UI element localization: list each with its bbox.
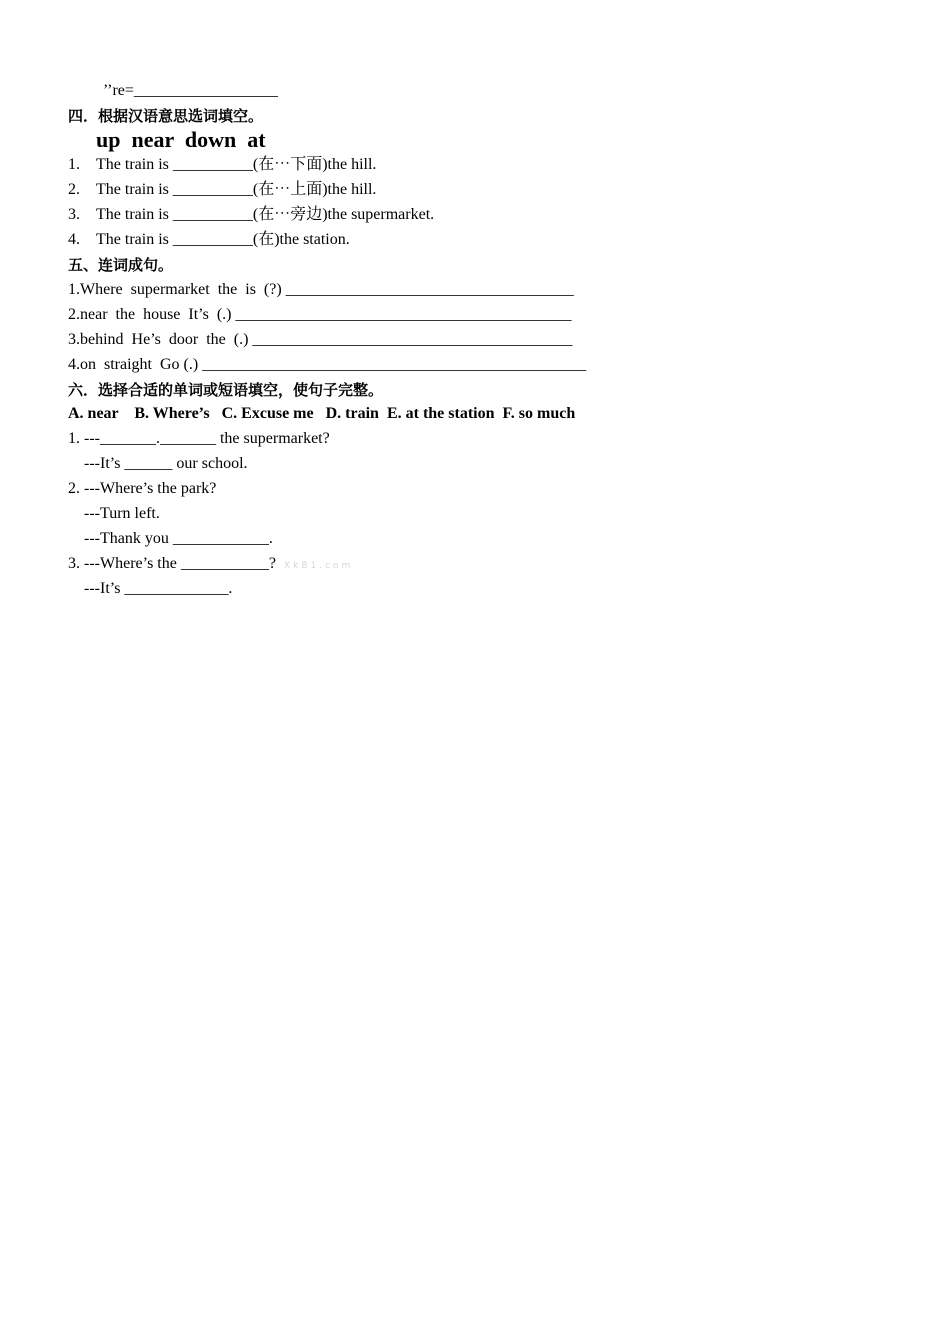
s5-item-4: 4.on straight Go (.) ________________________________________________ — [68, 356, 587, 373]
s4-item-3: 3. The train is __________(在⋯旁边)the supermarket. — [68, 206, 435, 223]
s4-item-2: 2. The train is __________(在⋯上面)the hill. — [68, 181, 377, 198]
section-6-title: 六．选择合适的单词或短语填空，使句子完整。 — [68, 381, 384, 399]
s5-item-1: 1.Where supermarket the is (?) ____________________________________ — [68, 281, 574, 298]
s4-item-4: 4. The train is __________(在)the station. — [68, 231, 350, 248]
watermark: XkB1.com — [283, 561, 354, 571]
s6-line-2: ---It’s ______ our school. — [68, 455, 248, 472]
s5-item-2: 2.near the house It’s (.) __________________________________________ — [68, 306, 572, 323]
s6-line-3: 2. ---Where’s the park? — [68, 480, 217, 497]
s6-line-1: 1. ---_______._______ the supermarket? — [68, 430, 330, 447]
s6-line-7: ---It’s _____________. — [68, 580, 233, 597]
s6-line-4: ---Turn left. — [68, 505, 160, 522]
section-5-title: 五、连词成句。 — [68, 256, 174, 274]
top-answer-line: ’’re=__________________ — [103, 82, 278, 99]
s4-item-1: 1. The train is __________(在⋯下面)the hill. — [68, 156, 377, 173]
s5-item-3: 3.behind He’s door the (.) ________________________________________ — [68, 331, 573, 348]
section-4-title: 四．根据汉语意思选词填空。 — [68, 107, 264, 125]
word-bank: up near down at — [96, 127, 266, 152]
s6-line-6: 3. ---Where’s the ___________? XkB1.com — [68, 555, 354, 572]
s6-line-5: ---Thank you ____________. — [68, 530, 273, 547]
option-list: A. near B. Where’s C. Excuse me D. train E. at the station F. so much — [68, 405, 576, 422]
